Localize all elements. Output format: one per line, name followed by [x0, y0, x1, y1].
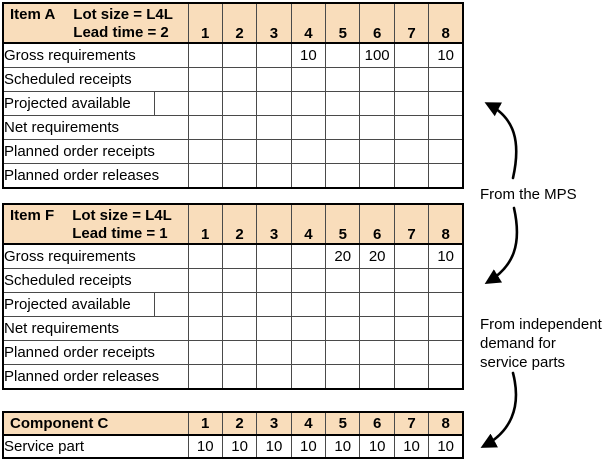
- period-header: 2: [222, 3, 256, 43]
- beginning-inventory-cell: [154, 92, 188, 116]
- period-header: 2: [222, 204, 256, 244]
- value-cell: [394, 92, 428, 116]
- value-cell: [394, 269, 428, 293]
- arrow-to-component-c: [484, 373, 516, 446]
- arrow-to-item-a: [488, 104, 516, 178]
- annotation-from-mps: From the MPS: [480, 186, 577, 203]
- table-row: [3, 140, 463, 164]
- period-header: 3: [257, 204, 291, 244]
- header-row: [3, 204, 463, 244]
- item-name: Item A: [10, 6, 56, 23]
- value-cell: [326, 140, 360, 164]
- value-cell: [291, 116, 325, 140]
- table-item-f: [2, 203, 464, 390]
- value-cell: [326, 92, 360, 116]
- period-header: 7: [394, 204, 428, 244]
- table-row: [3, 269, 463, 293]
- value-cell: [291, 269, 325, 293]
- arrow-to-item-f: [488, 208, 517, 282]
- table-row: [3, 116, 463, 140]
- value-cell: [222, 365, 256, 390]
- value-cell: [360, 317, 394, 341]
- row-label: Gross requirements: [3, 244, 188, 269]
- period-header: 6: [360, 412, 394, 435]
- table-title-cell: [3, 204, 188, 244]
- value-cell: [257, 43, 291, 68]
- header-row: [3, 3, 463, 43]
- value-cell: 10: [429, 435, 463, 458]
- value-cell: [360, 68, 394, 92]
- row-label: Projected available: [3, 92, 154, 116]
- table-row: [3, 435, 463, 458]
- value-cell: [326, 164, 360, 189]
- value-cell: 10: [360, 435, 394, 458]
- value-cell: [222, 140, 256, 164]
- period-header: 3: [257, 3, 291, 43]
- value-cell: [188, 140, 222, 164]
- period-header: 3: [257, 412, 291, 435]
- value-cell: [394, 317, 428, 341]
- table-row: [3, 164, 463, 189]
- value-cell: [429, 116, 463, 140]
- header-row: [3, 412, 463, 435]
- value-cell: [222, 116, 256, 140]
- lot-size-label: Lot size = L4L: [73, 6, 173, 23]
- value-cell: [257, 317, 291, 341]
- value-cell: 10: [291, 43, 325, 68]
- value-cell: [394, 244, 428, 269]
- value-cell: [291, 244, 325, 269]
- value-cell: [291, 140, 325, 164]
- value-cell: [360, 92, 394, 116]
- value-cell: [429, 317, 463, 341]
- table-title-cell: [3, 412, 188, 435]
- annotation-line: service parts: [480, 354, 566, 371]
- row-label: Planned order receipts: [3, 341, 188, 365]
- row-label: Scheduled receipts: [3, 269, 188, 293]
- value-cell: [188, 293, 222, 317]
- period-header: 8: [429, 412, 463, 435]
- row-label: Projected available: [3, 293, 154, 317]
- table-row: [3, 68, 463, 92]
- value-cell: [291, 341, 325, 365]
- value-cell: [429, 164, 463, 189]
- value-cell: [326, 43, 360, 68]
- value-cell: [188, 317, 222, 341]
- value-cell: [222, 244, 256, 269]
- value-cell: [429, 140, 463, 164]
- value-cell: [188, 244, 222, 269]
- period-header: 8: [429, 3, 463, 43]
- value-cell: [429, 92, 463, 116]
- value-cell: [222, 341, 256, 365]
- table-row: [3, 293, 463, 317]
- value-cell: [394, 68, 428, 92]
- value-cell: 10: [188, 435, 222, 458]
- lot-size-label: Lot size = L4L: [72, 207, 172, 224]
- value-cell: [326, 317, 360, 341]
- row-label: Planned order releases: [3, 164, 188, 189]
- period-header: 1: [188, 3, 222, 43]
- value-cell: [394, 116, 428, 140]
- value-cell: [326, 68, 360, 92]
- period-header: 4: [291, 412, 325, 435]
- period-header: 2: [222, 412, 256, 435]
- row-label: Planned order receipts: [3, 140, 188, 164]
- value-cell: [222, 269, 256, 293]
- period-header: 8: [429, 204, 463, 244]
- row-label: Net requirements: [3, 116, 188, 140]
- table-component-c: [2, 411, 464, 459]
- value-cell: [291, 365, 325, 390]
- value-cell: [222, 43, 256, 68]
- value-cell: [188, 365, 222, 390]
- row-label: Gross requirements: [3, 43, 188, 68]
- annotation-line: demand for: [480, 335, 556, 352]
- value-cell: [257, 269, 291, 293]
- period-header: 7: [394, 3, 428, 43]
- value-cell: [188, 92, 222, 116]
- row-label: Net requirements: [3, 317, 188, 341]
- value-cell: [291, 68, 325, 92]
- value-cell: 10: [291, 435, 325, 458]
- table-row: [3, 244, 463, 269]
- value-cell: [188, 116, 222, 140]
- value-cell: [188, 68, 222, 92]
- value-cell: [188, 341, 222, 365]
- value-cell: [394, 293, 428, 317]
- table-row: [3, 341, 463, 365]
- value-cell: [188, 269, 222, 293]
- value-cell: [326, 269, 360, 293]
- table-row: [3, 365, 463, 390]
- value-cell: [394, 365, 428, 390]
- lead-time-label: Lead time = 1: [72, 225, 168, 242]
- period-header: 6: [360, 3, 394, 43]
- table-item-a: [2, 2, 464, 189]
- row-label: Service part: [3, 435, 188, 458]
- annotation-line: From independent: [480, 316, 602, 333]
- lead-time-label: Lead time = 2: [73, 24, 169, 41]
- value-cell: [257, 293, 291, 317]
- period-header: 5: [326, 3, 360, 43]
- table-title-cell: [3, 3, 188, 43]
- value-cell: 10: [429, 43, 463, 68]
- period-header: 4: [291, 204, 325, 244]
- value-cell: 10: [257, 435, 291, 458]
- value-cell: 20: [326, 244, 360, 269]
- value-cell: [222, 68, 256, 92]
- value-cell: [394, 43, 428, 68]
- value-cell: [222, 317, 256, 341]
- value-cell: [360, 140, 394, 164]
- period-header: 5: [326, 204, 360, 244]
- value-cell: [429, 293, 463, 317]
- value-cell: [360, 116, 394, 140]
- value-cell: [222, 92, 256, 116]
- table-row: [3, 43, 463, 68]
- period-header: 6: [360, 204, 394, 244]
- value-cell: [291, 164, 325, 189]
- value-cell: [257, 116, 291, 140]
- beginning-inventory-cell: [154, 293, 188, 317]
- item-name: Component C: [10, 415, 109, 432]
- value-cell: [257, 164, 291, 189]
- row-label: Planned order releases: [3, 365, 188, 390]
- period-header: 4: [291, 3, 325, 43]
- value-cell: [326, 365, 360, 390]
- value-cell: [394, 164, 428, 189]
- period-header: 1: [188, 412, 222, 435]
- row-label: Scheduled receipts: [3, 68, 188, 92]
- value-cell: [257, 244, 291, 269]
- value-cell: [291, 293, 325, 317]
- value-cell: 20: [360, 244, 394, 269]
- value-cell: 100: [360, 43, 394, 68]
- value-cell: 10: [394, 435, 428, 458]
- value-cell: [257, 341, 291, 365]
- value-cell: [188, 43, 222, 68]
- value-cell: 10: [222, 435, 256, 458]
- value-cell: [394, 341, 428, 365]
- arrows-layer: [460, 0, 610, 460]
- value-cell: [222, 164, 256, 189]
- value-cell: [222, 293, 256, 317]
- item-name: Item F: [10, 207, 55, 224]
- value-cell: [394, 140, 428, 164]
- value-cell: [429, 269, 463, 293]
- value-cell: [360, 365, 394, 390]
- value-cell: [360, 164, 394, 189]
- value-cell: 10: [326, 435, 360, 458]
- value-cell: [257, 68, 291, 92]
- value-cell: [326, 341, 360, 365]
- value-cell: [429, 68, 463, 92]
- value-cell: [257, 140, 291, 164]
- value-cell: [326, 293, 360, 317]
- value-cell: [360, 341, 394, 365]
- period-header: 7: [394, 412, 428, 435]
- value-cell: [257, 365, 291, 390]
- table-row: [3, 317, 463, 341]
- value-cell: [429, 341, 463, 365]
- period-header: 1: [188, 204, 222, 244]
- value-cell: [429, 365, 463, 390]
- value-cell: [360, 269, 394, 293]
- value-cell: [326, 116, 360, 140]
- period-header: 5: [326, 412, 360, 435]
- table-row: [3, 92, 463, 116]
- value-cell: 10: [429, 244, 463, 269]
- value-cell: [360, 293, 394, 317]
- value-cell: [188, 164, 222, 189]
- value-cell: [291, 92, 325, 116]
- value-cell: [257, 92, 291, 116]
- value-cell: [291, 317, 325, 341]
